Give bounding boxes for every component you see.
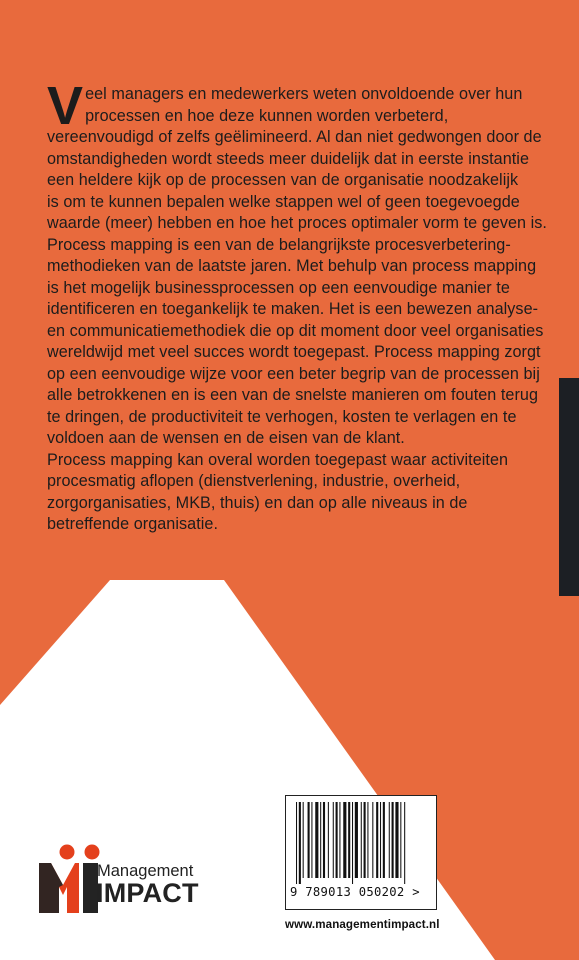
barcode-bar [308,802,310,878]
barcode-bar [404,802,405,884]
barcode-bar [364,802,366,878]
blurb-line: een heldere kijk op de processen van de organisatie noodzakelijk [47,171,519,189]
barcode-bar [320,802,321,878]
blurb-line: Process mapping kan overal worden toegepast waar activiteiten [47,450,509,469]
blurb-line: processen en hoe deze kunnen worden verbeterd, [85,106,449,125]
blurb-line: methodieken van de laatste jaren. Met behulp van process mapping [47,257,537,275]
barcode-bar [323,802,325,878]
blurb-line: identificeren en toegankelijk te maken. Het is een bewezen analyse- [47,300,539,318]
logo-word-impact: IMPACT [96,878,199,908]
isbn-number: 9 789013 050202 > [290,885,420,899]
barcode-bar [315,802,318,878]
barcode-bar [380,802,381,878]
blurb-line: omstandigheden wordt steeds meer duidelijk dat in eerste instantie [47,149,530,168]
barcode-bar [352,802,353,884]
barcode-bar [339,802,340,878]
blurb-line: vereenvoudigd of zelfs geëlimineerd. Al dan niet gedwongen door de [47,128,542,146]
barcode-bars [296,802,426,884]
barcode-bar [367,802,368,878]
barcode-bar [392,802,394,878]
barcode-bar [303,802,304,878]
blurb-line: Process mapping is een van de belangrijkste procesverbetering- [47,235,511,254]
website-url: www.managementimpact.nl [285,918,440,931]
spine-tab [559,378,579,596]
blurb-line: betreffende organisatie. [47,515,218,533]
barcode-bar [361,802,362,878]
barcode-bar [376,802,378,878]
blurb-line: alle betrokkenen en is een van de snelste manieren om fouten terug [47,386,539,404]
back-cover-blurb [47,76,547,536]
blurb-line: te dringen, de productiviteit te verhogen, kosten te verlagen en te [47,407,517,426]
drop-cap: V [47,76,84,136]
blurb-line: en communicatiemethodiek die op dit moment door veel organisaties [47,321,544,340]
isbn-barcode [285,795,437,910]
blurb-line: is om te kunnen bepalen welke stappen wel of geen toegevoegde [47,192,520,211]
blurb-line: procesmatig aflopen (dienstverlening, industrie, overheid, [47,472,461,490]
blurb-line: eel managers en medewerkers weten onvoldoende over hun [85,85,523,103]
barcode-bar [348,802,350,878]
barcode-bar [389,802,390,878]
blurb-line: wereldwijd met veel succes wordt toegepast. Process mapping zorgt [47,343,541,361]
blurb-line: voldoen aan de wensen en de eisen van de klant. [47,429,405,447]
barcode-bar [336,802,338,878]
barcode-bar [311,802,312,878]
barcode-bar [383,802,385,878]
barcode-bar [372,802,373,878]
barcode-bar [400,802,401,878]
blurb-line: op een eenvoudige wijze voor een beter begrip van de processen bij [47,364,540,383]
barcode-bar [395,802,398,878]
barcode-bar [343,802,346,878]
barcode-bar [299,802,301,884]
barcode-bar [355,802,358,878]
barcode-bar [333,802,334,878]
logo-word-management: Management [97,862,194,880]
barcode-bar [328,802,329,878]
blurb-line: zorgorganisaties, MKB, thuis) en dan op alle niveaus in de [47,493,468,512]
blurb-line: waarde (meer) hebben en hoe het proces optimaler vorm te geven is. [47,214,547,232]
blurb-line: is het mogelijk businessprocessen op een eenvoudige manier te [47,278,510,297]
barcode-bar [296,802,297,884]
